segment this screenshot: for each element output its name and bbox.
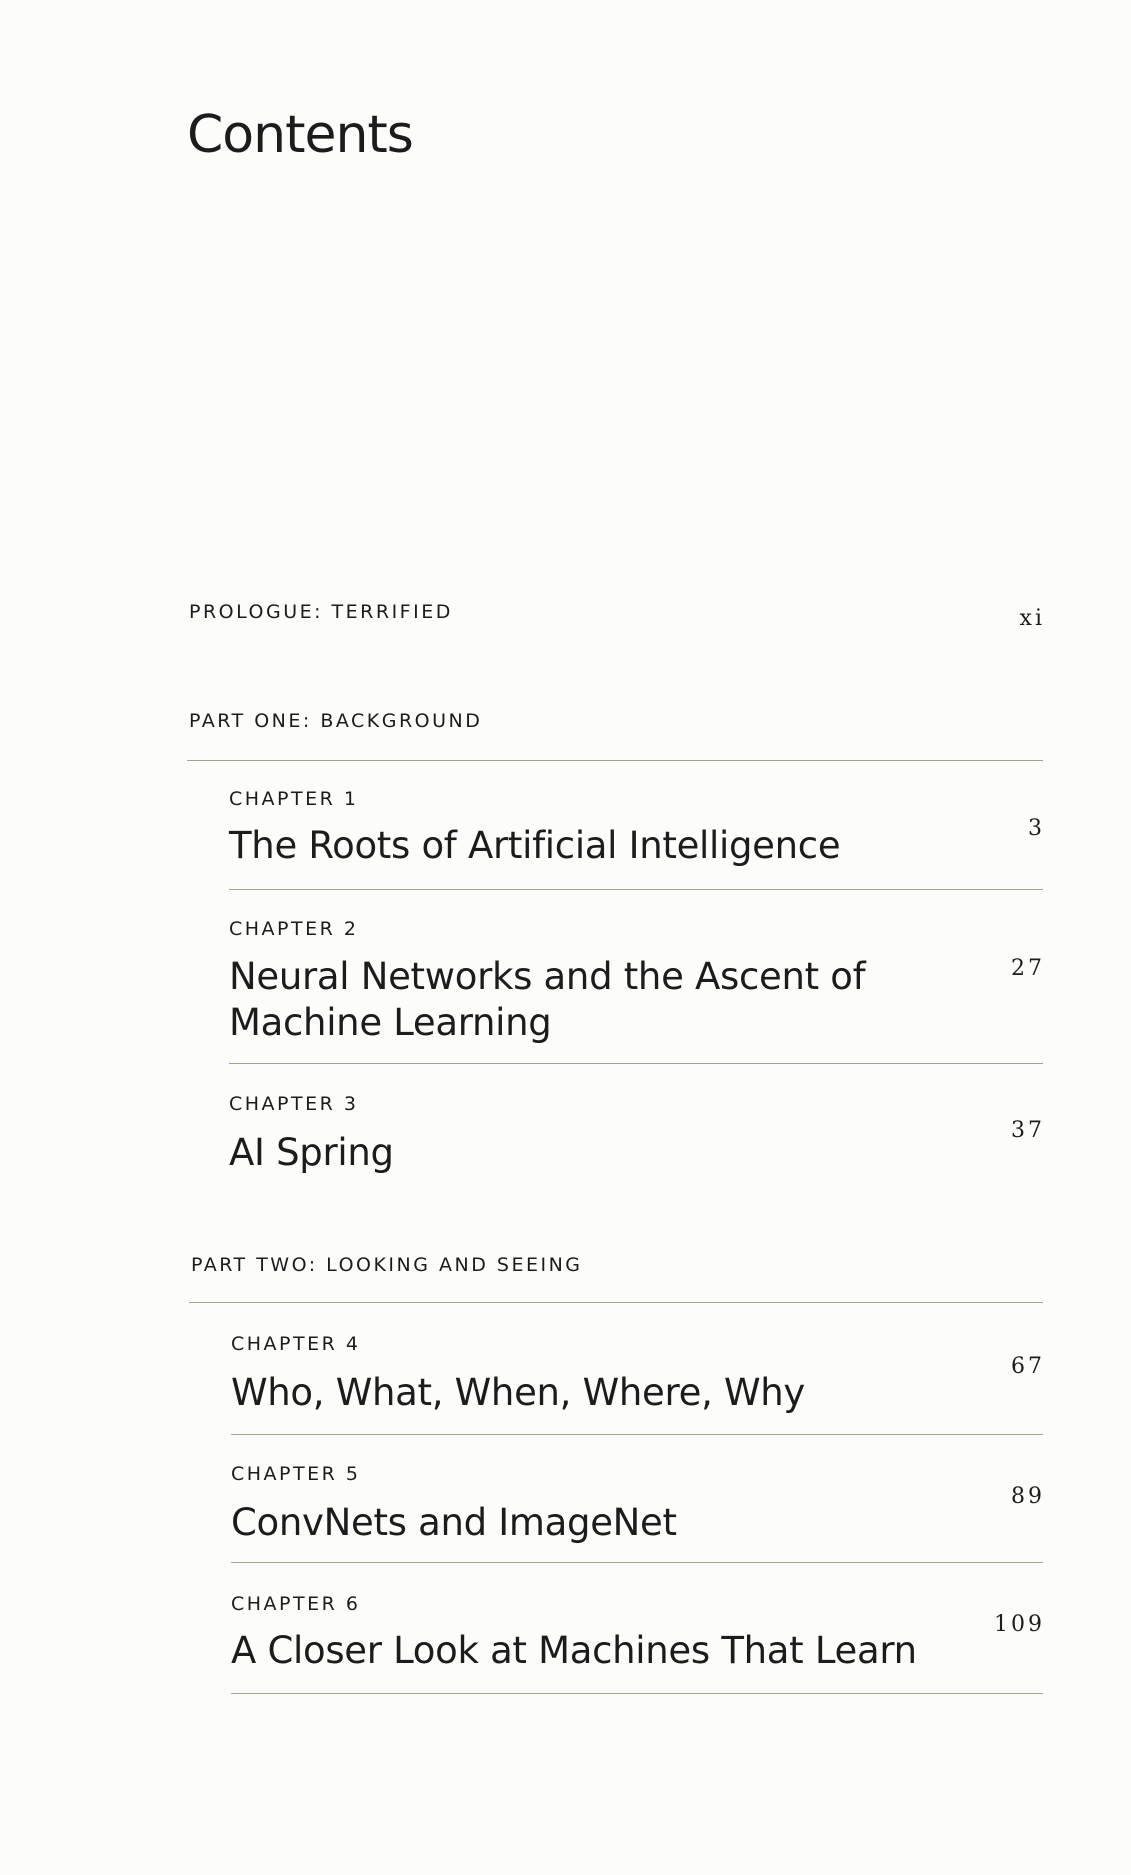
prologue-label: PROLOGUE: TERRIFIED [189,601,453,623]
chapter-1-divider [229,889,1043,890]
chapter-2-page-number: 27 [1011,956,1045,981]
chapter-6-divider [231,1693,1043,1694]
page-title: Contents [187,105,413,165]
part-one-label: PART ONE: BACKGROUND [189,710,483,732]
part-two-divider [189,1302,1043,1303]
chapter-6-page-number: 109 [994,1612,1045,1637]
chapter-5-label: CHAPTER 5 [231,1463,361,1485]
chapter-4-divider [231,1434,1043,1435]
part-two-label: PART TWO: LOOKING AND SEEING [191,1254,583,1276]
chapter-1-title: The Roots of Artificial Intelligence [229,824,841,867]
chapter-5-page-number: 89 [1011,1484,1045,1509]
prologue-page-number: xi [1019,606,1045,631]
chapter-3-title: AI Spring [229,1131,394,1174]
chapter-4-label: CHAPTER 4 [231,1333,361,1355]
chapter-1-label: CHAPTER 1 [229,788,359,810]
part-one-divider [187,760,1043,761]
chapter-6-title: A Closer Look at Machines That Learn [231,1629,917,1672]
chapter-3-page-number: 37 [1011,1118,1045,1143]
chapter-2-label: CHAPTER 2 [229,918,359,940]
chapter-2-title: Neural Networks and the Ascent of Machine Learning [229,955,866,1044]
chapter-3-label: CHAPTER 3 [229,1093,359,1115]
chapter-2-divider [229,1063,1043,1064]
chapter-5-title: ConvNets and ImageNet [231,1501,677,1544]
chapter-1-page-number: 3 [1028,816,1045,841]
chapter-5-divider [231,1562,1043,1563]
chapter-4-title: Who, What, When, Where, Why [231,1371,806,1414]
chapter-6-label: CHAPTER 6 [231,1593,361,1615]
chapter-4-page-number: 67 [1011,1354,1045,1379]
